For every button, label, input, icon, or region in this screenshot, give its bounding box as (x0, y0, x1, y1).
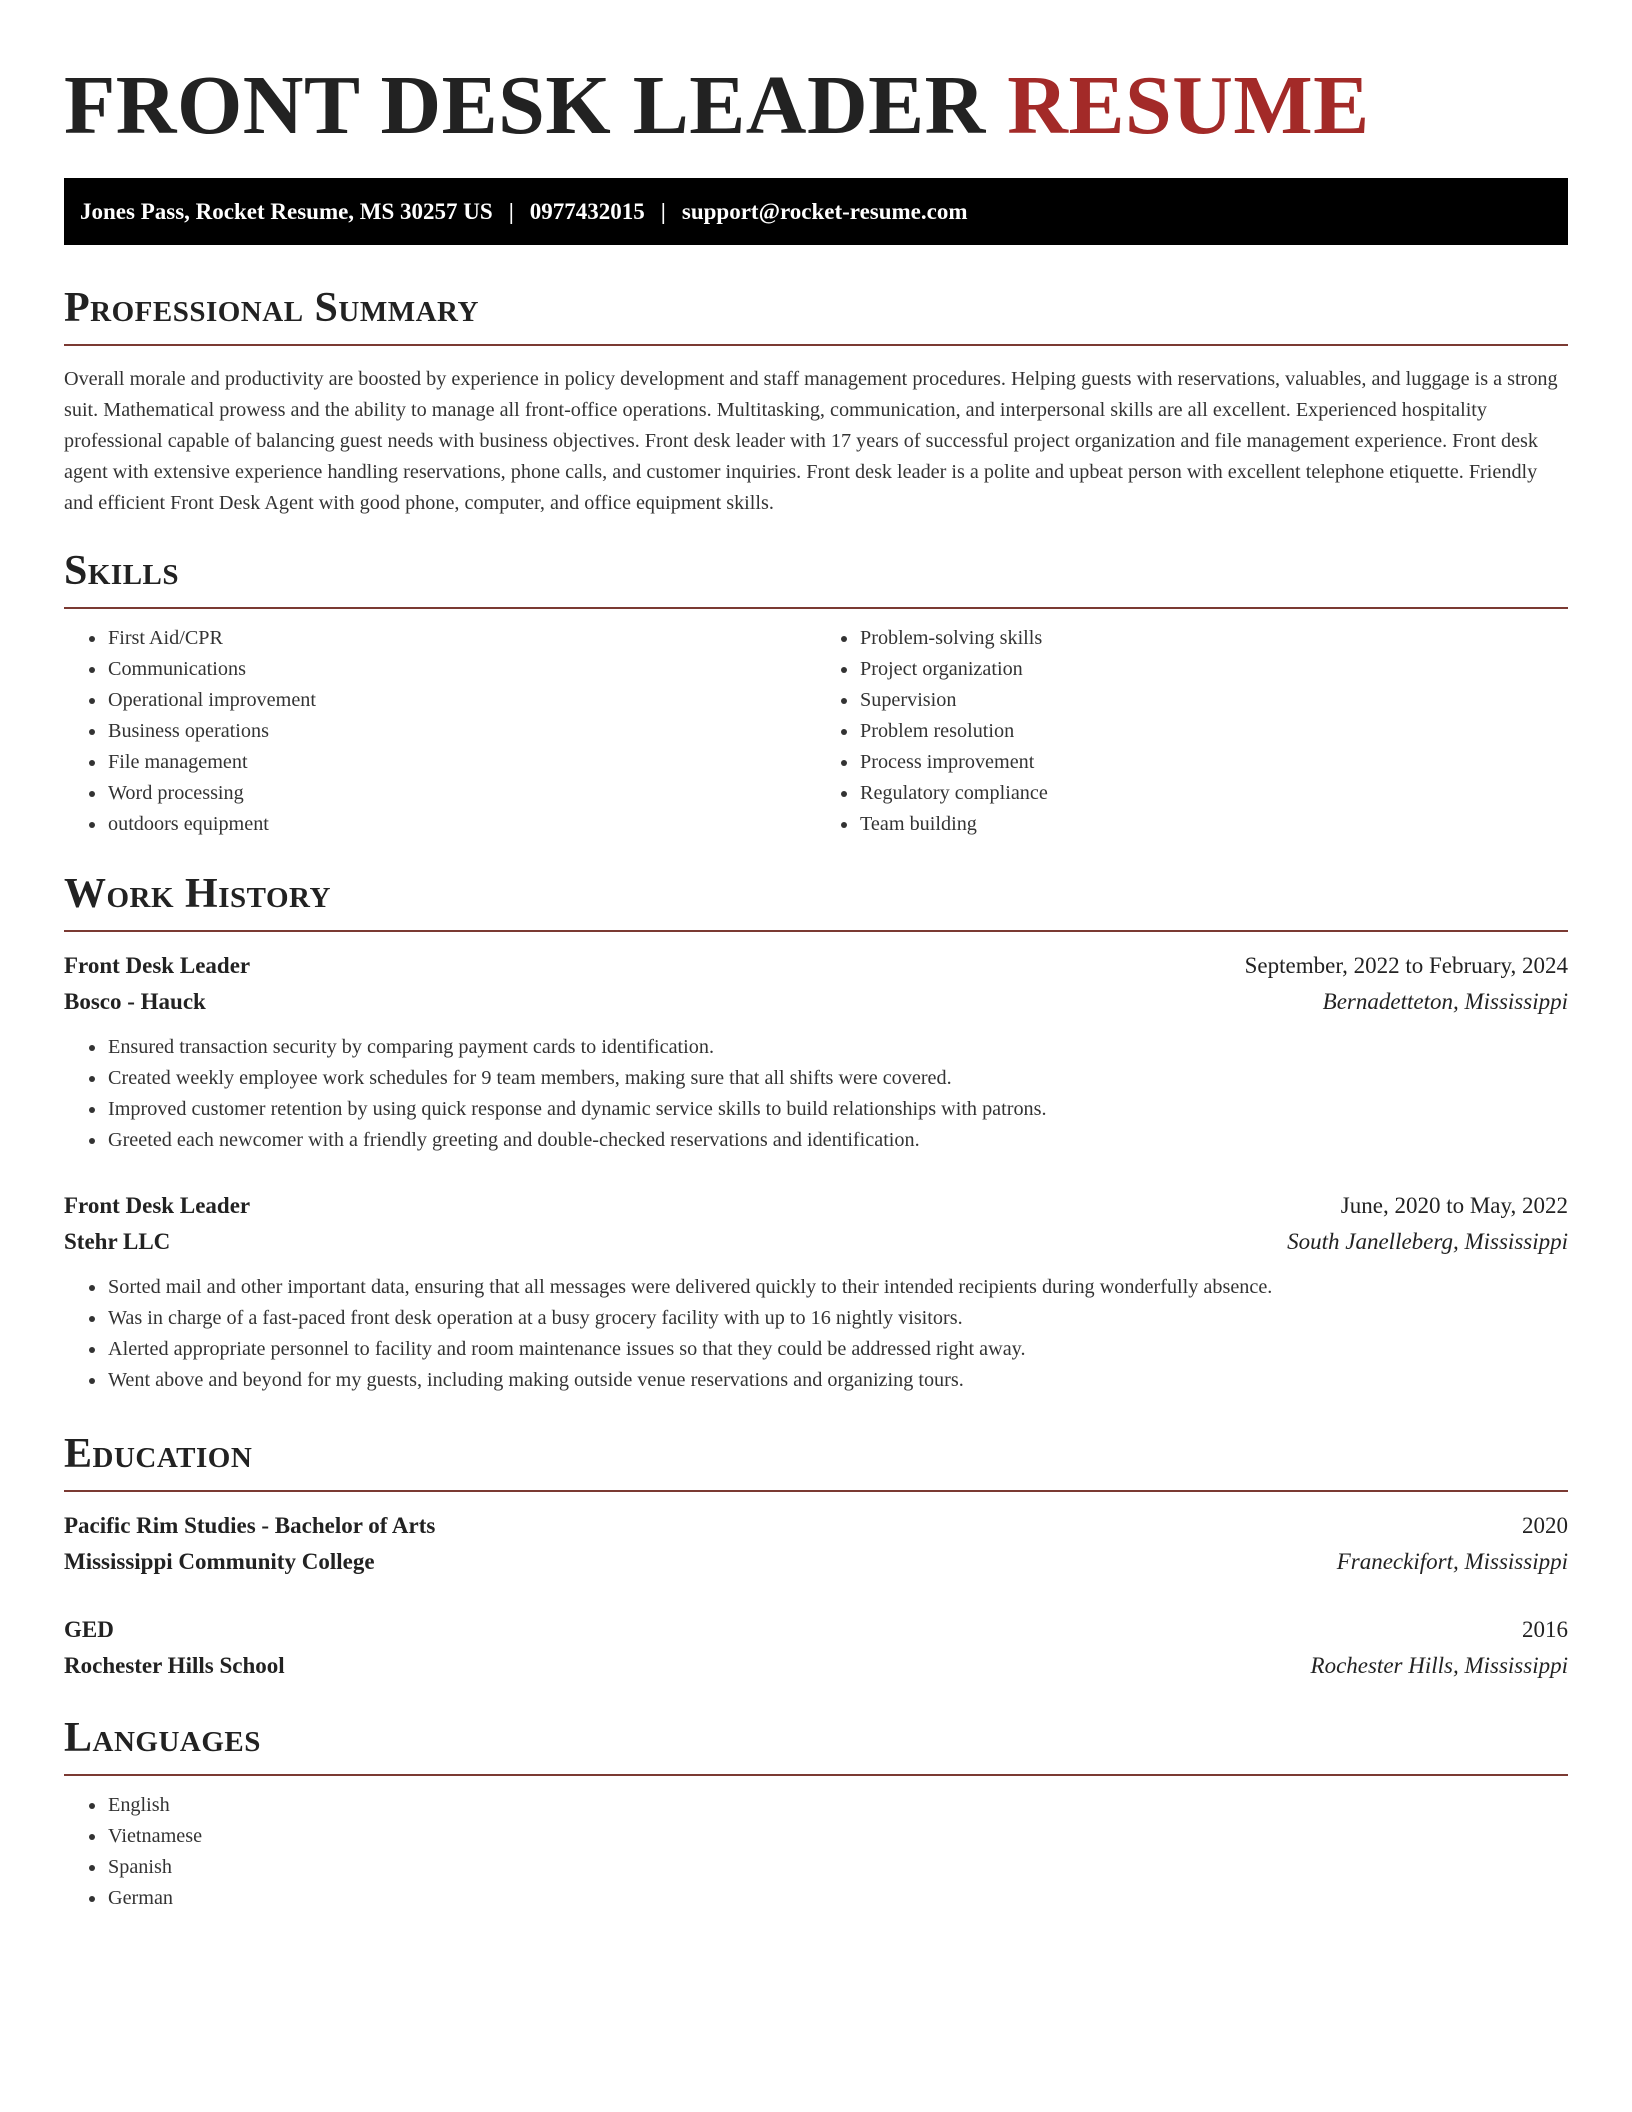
section-title: Professional Summary (64, 285, 479, 331)
skill-item: • Problem-solving skills (859, 623, 1568, 654)
title-accent: RESUME (1007, 59, 1370, 152)
section-divider (64, 930, 1568, 932)
skill-item: • Supervision (859, 685, 1568, 716)
language-item: • Vietnamese (107, 1821, 1568, 1852)
contact-email[interactable]: support@rocket-resume.com (681, 198, 968, 224)
skill-item: • Communications (107, 654, 816, 685)
resume-title (64, 0, 1568, 154)
contact-phone[interactable]: 0977432015 (529, 198, 645, 224)
job-bullet: • Sorted mail and other important data, ensuring that all messages were delivered quickly to their intended recipients during wonderfully absence. (107, 1272, 1568, 1303)
education-degree: GED (64, 1617, 114, 1642)
skill-item: • Operational improvement (107, 685, 816, 716)
education-degree: Pacific Rim Studies - Bachelor of Arts (64, 1513, 436, 1538)
section-divider (64, 344, 1568, 346)
skills-column-left (64, 623, 816, 840)
skill-item: • First Aid/CPR (107, 623, 816, 654)
skill-item: • outdoors equipment (107, 809, 816, 840)
job-bullet: • Was in charge of a fast-paced front desk operation at a busy grocery facility with up to 16 nightly visitors. (107, 1303, 1568, 1334)
education-entry (64, 1612, 1568, 1684)
job-bullet: • Alerted appropriate personnel to facility and room maintenance issues so that they could be addressed right away. (107, 1334, 1568, 1365)
skills-section (64, 545, 1568, 840)
skill-item: • Problem resolution (859, 716, 1568, 747)
job-bullet: • Greeted each newcomer with a friendly greeting and double-checked reservations and identification. (107, 1125, 1568, 1156)
job-bullet: • Created weekly employee work schedules for 9 team members, making sure that all shifts were covered. (107, 1063, 1568, 1094)
summary-section (64, 282, 1568, 519)
languages-section (64, 1712, 1568, 1914)
section-divider (64, 1774, 1568, 1776)
section-divider (64, 607, 1568, 609)
skill-item: • Project organization (859, 654, 1568, 685)
contact-separator: | (660, 198, 666, 224)
work-section (64, 868, 1568, 1396)
education-section (64, 1428, 1568, 1684)
skill-item: • Business operations (107, 716, 816, 747)
contact-separator: | (508, 198, 514, 224)
summary-text: Overall morale and productivity are boosted by experience in policy development and staff management procedures. Helping guests with reservations, valuables, and luggage is a strong suit. Mathematical prowess and the ability to manage all front-office operations. Multitasking, communication, and interpersonal skills are all excellent. Experienced hospitality professional capable of balancing guest needs with business objectives. Front desk leader with 17 years of successful project organization and file management experience. Front desk agent with extensive experience handling reservations, phone calls, and customer inquiries. Front desk leader is a polite and upbeat person with excellent telephone etiquette. Friendly and efficient Front Desk Agent with good phone, computer, and office equipment skills. (64, 368, 1558, 514)
language-item: • Spanish (107, 1852, 1568, 1883)
skill-item: • File management (107, 747, 816, 778)
job-bullet: • Went above and beyond for my guests, including making outside venue reservations and organizing tours. (107, 1365, 1568, 1396)
job-bullet: • Ensured transaction security by comparing payment cards to identification. (107, 1032, 1568, 1063)
job-entry (64, 1188, 1568, 1396)
skill-item: • Word processing (107, 778, 816, 809)
language-item: • English (107, 1790, 1568, 1821)
job-company: Stehr LLC (64, 1229, 171, 1254)
education-entry (64, 1508, 1568, 1580)
language-item: • German (107, 1883, 1568, 1914)
education-school: Mississippi Community College (64, 1549, 375, 1574)
job-dates: September, 2022 to February, 2024 (1244, 953, 1568, 978)
job-role: Front Desk Leader (64, 953, 251, 978)
job-company: Bosco - Hauck (64, 989, 206, 1014)
education-school: Rochester Hills School (64, 1653, 285, 1678)
job-dates: June, 2020 to May, 2022 (1340, 1193, 1568, 1218)
skills-grid (64, 623, 1568, 840)
section-title: Work History (64, 871, 331, 917)
contact-bar (64, 178, 1568, 245)
job-location: Bernadetteton, Mississippi (1322, 989, 1568, 1014)
skill-item: • Process improvement (859, 747, 1568, 778)
section-title: Skills (64, 548, 180, 594)
job-bullet: • Improved customer retention by using quick response and dynamic service skills to build relationships with patrons. (107, 1094, 1568, 1125)
education-location: Rochester Hills, Mississippi (1310, 1653, 1568, 1678)
job-entry (64, 948, 1568, 1156)
education-location: Franeckifort, Mississippi (1336, 1549, 1568, 1574)
education-year: 2020 (1522, 1513, 1568, 1538)
skill-item: • Team building (859, 809, 1568, 840)
job-role: Front Desk Leader (64, 1193, 251, 1218)
skill-item: • Regulatory compliance (859, 778, 1568, 809)
section-title: Languages (64, 1715, 261, 1761)
job-location: South Janelleberg, Mississippi (1287, 1229, 1568, 1254)
section-title: Education (64, 1431, 253, 1477)
title-main: FRONT DESK LEADER (64, 59, 986, 152)
section-divider (64, 1490, 1568, 1492)
skills-column-right (816, 623, 1568, 840)
education-year: 2016 (1522, 1617, 1568, 1642)
contact-address: Jones Pass, Rocket Resume, MS 30257 US (80, 198, 493, 224)
